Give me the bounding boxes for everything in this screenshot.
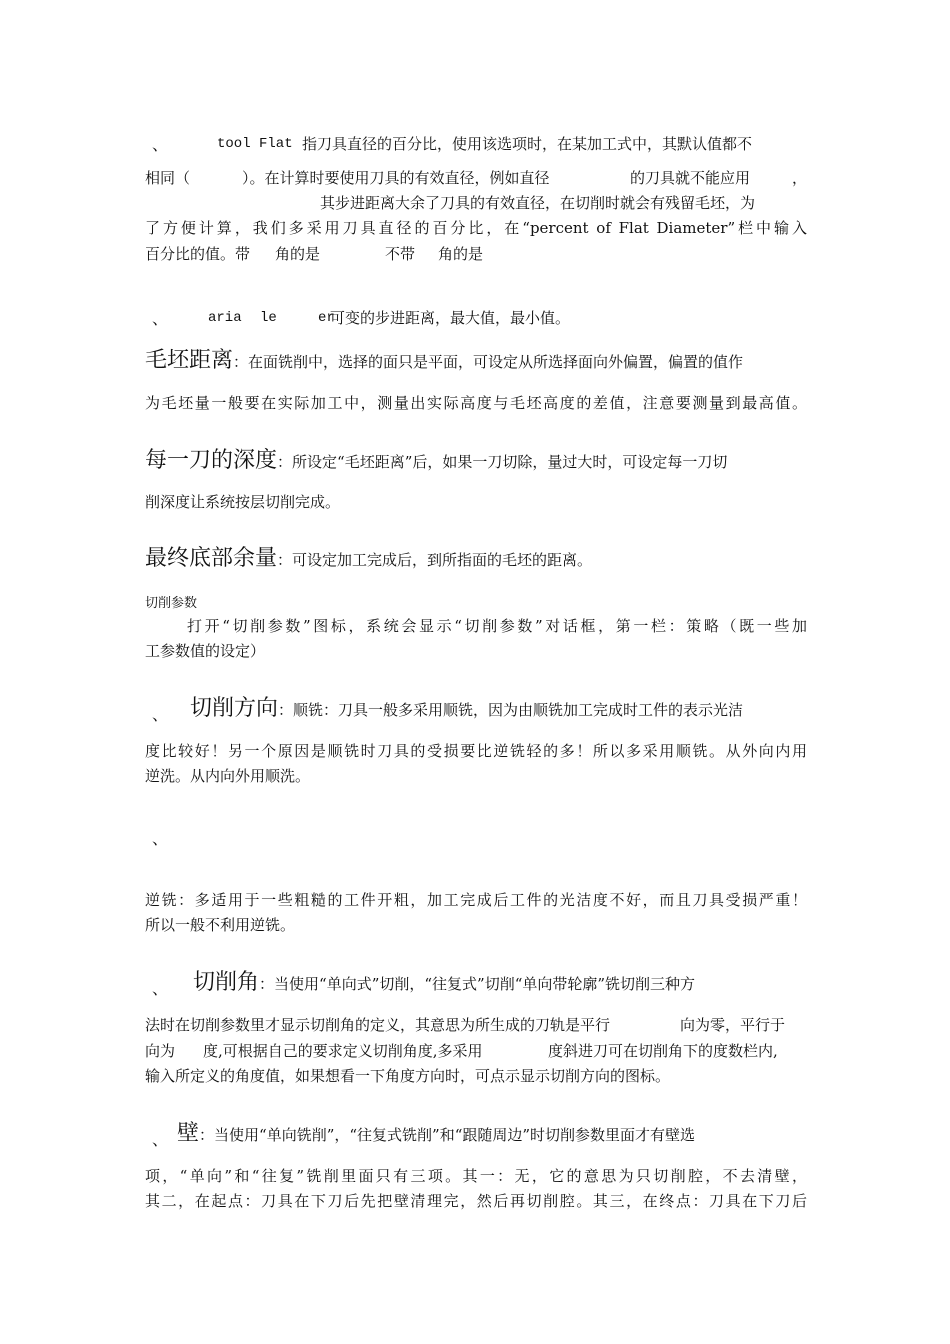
wall-line-3: 其二，在起点：刀具在下刀后先把壁清理完，然后再切削腔。其三，在终点：刀具在下刀后 — [145, 1192, 807, 1210]
final-floor-stock-line — [145, 546, 592, 573]
stock-distance-line-2: 为毛坯量一般要在实际加工中，测量出实际高度与毛坯高度的差值，注意要测量到最高值。 — [145, 394, 807, 412]
text: 不带 — [385, 245, 416, 263]
colon: ： — [277, 551, 293, 569]
cutting-parameters-line-2: 工参数值的设定） — [145, 642, 266, 660]
text: 百分比的值。带 — [145, 245, 251, 263]
colon: ： — [199, 1126, 215, 1144]
text: 当使用“单向式”切削，“往复式”切削“单向带轮廓”铣切削三种方 — [274, 975, 696, 993]
text: 的刀具就不能应用 — [630, 169, 751, 187]
tool-flat-line-4: 了方便计算，我们多采用刀具直径的百分比，在“percent of Flat Diameter”栏中输入 — [145, 219, 807, 237]
code-text: er — [318, 310, 335, 326]
cut-angle-line-1 — [193, 970, 695, 997]
conventional-milling-line-2: 所以一般不利用逆铣。 — [145, 916, 296, 934]
text: 指刀具直径的百分比，使用该选项时，在某加工式中，其默认值都不 — [302, 135, 753, 153]
text: 角的是 — [275, 245, 321, 263]
bullet-mark: 、 — [152, 135, 169, 154]
section-title-cut-angle: 切削角 — [193, 970, 260, 995]
bullet-mark: 、 — [152, 1130, 169, 1149]
cut-angle-line-4: 输入所定义的角度值，如果想看一下角度方向时，可点示显示切削方向的图标。 — [145, 1067, 671, 1085]
section-title-final-floor-stock: 最终底部余量 — [145, 546, 278, 571]
bullet-mark: 、 — [152, 705, 169, 724]
text: 所设定“毛坯距离”后，如果一刀切除，量过大时，可设定每一刀切 — [292, 453, 728, 471]
bullet-mark: 、 — [152, 979, 169, 998]
text: 当使用“单向铣削”，“往复式铣削”和“跟随周边”时切削参数里面才有壁选 — [214, 1126, 696, 1144]
text: 法时在切削参数里才显示切削角的定义，其意思为所生成的刀轨是平行 — [145, 1016, 611, 1034]
colon: ： — [277, 453, 293, 471]
text: ）。在计算时要使用刀具的有效直径，例如直径 — [242, 169, 550, 187]
cutting-parameters-heading: 切削参数 — [145, 596, 198, 611]
text: 可设定加工完成后，到所指面的毛坯的距离。 — [292, 551, 593, 569]
bullet-mark: 、 — [152, 309, 169, 328]
section-title-depth-per-cut: 每一刀的深度 — [145, 448, 278, 473]
code-tool-flat: tool Flat — [217, 136, 293, 152]
text: 向为零，平行于 — [680, 1016, 786, 1034]
text: 度,可根据自己的要求定义切削角度,多采用 — [203, 1042, 483, 1060]
colon: ： — [233, 353, 249, 371]
depth-per-cut-line-1 — [145, 448, 727, 475]
text: 度斜进刀可在切削角下的度数栏内, — [548, 1042, 778, 1060]
text: 相同（ — [145, 169, 191, 187]
text: 角的是 — [438, 245, 484, 263]
tool-flat-line-3: 其步进距离大余了刀具的有效直径，在切削时就会有残留毛坯，为 — [320, 194, 756, 212]
section-title-cut-direction: 切削方向 — [190, 696, 279, 721]
depth-per-cut-line-2: 削深度让系统按层切削完成。 — [145, 493, 341, 511]
text: 顺铣：刀具一般多采用顺铣，因为由顺铣加工完成时工件的表示光洁 — [293, 701, 744, 719]
cut-direction-line-2: 度比较好！另一个原因是顺铣时刀具的受损要比逆铣轻的多！所以多采用顺铣。从外向内用 — [145, 742, 807, 760]
section-title-wall: 壁 — [177, 1121, 200, 1146]
colon: ： — [259, 975, 275, 993]
text: ， — [792, 169, 808, 187]
section-title-stock-distance: 毛坯距离 — [145, 348, 234, 373]
stock-distance-line-1 — [145, 348, 743, 375]
wall-line-1 — [177, 1121, 695, 1148]
cut-direction-line-1 — [190, 696, 743, 723]
cutting-parameters-line-1: 打开“切削参数”图标，系统会显示“切削参数”对话框，第一栏：策略（既一些加 — [187, 617, 807, 635]
text: 在面铣削中，选择的面只是平面，可设定从所选择面向外偏置，偏置的值作 — [248, 353, 744, 371]
code-text: aria — [208, 310, 242, 326]
code-text: le — [260, 310, 277, 326]
text: 向为 — [145, 1042, 176, 1060]
colon: ： — [278, 701, 294, 719]
wall-line-2: 项，“单向”和“往复”铣削里面只有三项。其一：无，它的意思为只切削腔，不去清壁， — [145, 1167, 807, 1185]
conventional-milling-line-1: 逆铣：多适用于一些粗糙的工件开粗，加工完成后工件的光洁度不好，而且刀具受损严重！ — [145, 891, 807, 909]
text: 可变的步进距离，最大值，最小值。 — [330, 309, 571, 327]
bullet-mark: 、 — [152, 829, 169, 848]
cut-direction-line-3: 逆洗。从内向外用顺洗。 — [145, 767, 311, 785]
